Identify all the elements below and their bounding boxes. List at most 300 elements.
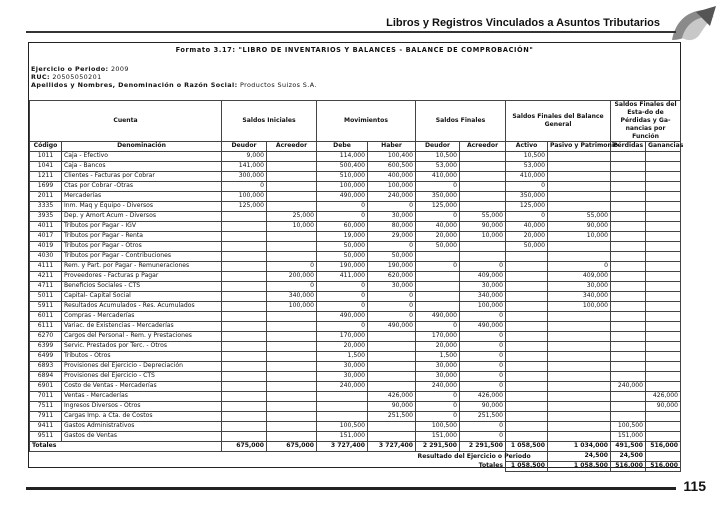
amount-cell	[416, 272, 460, 282]
amount-cell	[611, 392, 646, 402]
amount-cell: 0	[317, 282, 368, 292]
amount-cell	[611, 412, 646, 422]
amount-cell: 251,500	[460, 412, 506, 422]
table-row	[30, 262, 681, 272]
amount-cell	[317, 392, 368, 402]
amount-cell: 0	[317, 212, 368, 222]
amount-cell: 300,000	[222, 172, 267, 182]
amount-cell	[222, 402, 267, 412]
amount-cell	[611, 212, 646, 222]
amount-cell	[548, 312, 611, 322]
footer-rule	[26, 487, 676, 490]
amount-cell	[548, 162, 611, 172]
table-row	[30, 352, 681, 362]
table-row	[30, 182, 681, 192]
account-code: 1211	[30, 172, 62, 182]
account-code: 4711	[30, 282, 62, 292]
period-value: 2009	[110, 65, 129, 73]
amount-cell	[548, 192, 611, 202]
amount-cell	[548, 392, 611, 402]
amount-cell	[611, 312, 646, 322]
amount-cell: 0	[460, 372, 506, 382]
amount-cell	[222, 232, 267, 242]
amount-cell	[611, 152, 646, 162]
amount-cell: 240,000	[317, 382, 368, 392]
amount-cell	[548, 382, 611, 392]
account-name: Beneficios Sociales - CTS	[62, 282, 222, 292]
amount-cell: 151,000	[416, 432, 460, 442]
amount-cell: 190,000	[317, 262, 368, 272]
amount-cell	[267, 242, 317, 252]
amount-cell	[506, 362, 548, 372]
amount-cell: 0	[368, 202, 416, 212]
table-row	[30, 412, 681, 422]
amount-cell: 0	[222, 182, 267, 192]
table-row	[30, 372, 681, 382]
amount-cell	[548, 242, 611, 252]
spacer	[30, 452, 416, 462]
total-value: 675,000	[222, 442, 267, 452]
amount-cell	[267, 172, 317, 182]
amount-cell	[646, 412, 681, 422]
amount-cell	[611, 292, 646, 302]
amount-cell: 0	[368, 292, 416, 302]
amount-cell	[548, 202, 611, 212]
amount-cell: 0	[506, 182, 548, 192]
table-row	[30, 272, 681, 282]
amount-cell: 9,000	[222, 152, 267, 162]
account-name: Tributos por Pagar - IGV	[62, 222, 222, 232]
amount-cell	[222, 242, 267, 252]
amount-cell: 0	[548, 262, 611, 272]
account-name: Tributos - Otros	[62, 352, 222, 362]
group-header-movimientos: Movimientos	[317, 101, 416, 142]
table-row	[30, 362, 681, 372]
column-header: Debe	[317, 142, 368, 152]
balance-table	[29, 100, 684, 472]
amount-cell	[267, 182, 317, 192]
amount-cell: 60,000	[317, 222, 368, 232]
amount-cell: 251,500	[368, 412, 416, 422]
amount-cell	[506, 402, 548, 412]
amount-cell: 0	[460, 432, 506, 442]
amount-cell	[611, 272, 646, 282]
account-code: 6894	[30, 372, 62, 382]
column-header: Deudor	[222, 142, 267, 152]
account-code: 2011	[30, 192, 62, 202]
account-name: Servic. Prestados por Terc. - Otros	[62, 342, 222, 352]
amount-cell	[611, 252, 646, 262]
account-name: Dep. y Amort Acum - Diversos	[62, 212, 222, 222]
amount-cell	[222, 302, 267, 312]
account-name: Tributos por Pagar - Renta	[62, 232, 222, 242]
group-header-saldos-iniciales: Saldos Iniciales	[222, 101, 317, 142]
account-name: Gastos de Ventas	[62, 432, 222, 442]
amount-cell	[611, 282, 646, 292]
total-value: 3 727,400	[368, 442, 416, 452]
amount-cell	[267, 312, 317, 322]
amount-cell: 0	[416, 182, 460, 192]
account-code: 6270	[30, 332, 62, 342]
amount-cell: 50,000	[416, 242, 460, 252]
final-totals-row-value: 1 058,500	[506, 462, 548, 472]
amount-cell: 240,000	[368, 192, 416, 202]
amount-cell	[267, 322, 317, 332]
amount-cell	[267, 162, 317, 172]
amount-cell: 10,000	[460, 232, 506, 242]
amount-cell	[267, 432, 317, 442]
column-header-row	[30, 142, 681, 152]
amount-cell	[646, 372, 681, 382]
account-code: 9411	[30, 422, 62, 432]
account-code: 7911	[30, 412, 62, 422]
amount-cell	[646, 212, 681, 222]
amount-cell	[460, 202, 506, 212]
amount-cell	[506, 422, 548, 432]
table-row	[30, 232, 681, 242]
amount-cell: 411,000	[317, 272, 368, 282]
amount-cell	[460, 252, 506, 262]
account-code: 7511	[30, 402, 62, 412]
amount-cell: 53,000	[416, 162, 460, 172]
account-code: 6499	[30, 352, 62, 362]
amount-cell: 50,000	[317, 242, 368, 252]
account-code: 4030	[30, 252, 62, 262]
amount-cell: 0	[416, 212, 460, 222]
amount-cell	[460, 182, 506, 192]
amount-cell	[646, 242, 681, 252]
amount-cell	[646, 302, 681, 312]
column-header: Denominación	[62, 142, 222, 152]
company-value: Productos Suizos S.A.	[239, 81, 317, 89]
resultado-row-value: 24,500	[611, 452, 646, 462]
amount-cell: 0	[368, 312, 416, 322]
account-name: Cargos del Personal - Rem. y Prestaciones	[62, 332, 222, 342]
amount-cell: 170,000	[416, 332, 460, 342]
account-code: 4011	[30, 222, 62, 232]
amount-cell: 50,000	[368, 252, 416, 262]
column-header: Haber	[368, 142, 416, 152]
total-value: 2 291,500	[416, 442, 460, 452]
amount-cell: 490,000	[317, 312, 368, 322]
table-row	[30, 432, 681, 442]
amount-cell: 0	[317, 292, 368, 302]
total-value: 516,000	[646, 442, 681, 452]
amount-cell	[222, 412, 267, 422]
amount-cell	[267, 412, 317, 422]
document-header-title: Libros y Registros Vinculados a Asuntos Tributarios	[386, 17, 660, 29]
amount-cell	[548, 402, 611, 412]
final-totals-row	[30, 462, 681, 472]
amount-cell	[506, 272, 548, 282]
amount-cell	[646, 432, 681, 442]
amount-cell	[416, 252, 460, 262]
amount-cell: 400,000	[368, 172, 416, 182]
page-number: 115	[683, 478, 706, 494]
amount-cell: 20,000	[506, 232, 548, 242]
account-name: Variac. de Existencias - Mercaderías	[62, 322, 222, 332]
amount-cell: 0	[460, 342, 506, 352]
amount-cell	[368, 432, 416, 442]
amount-cell: 340,000	[267, 292, 317, 302]
amount-cell: 0	[416, 392, 460, 402]
amount-cell: 20,000	[317, 342, 368, 352]
table-row	[30, 422, 681, 432]
amount-cell	[460, 152, 506, 162]
amount-cell: 55,000	[548, 212, 611, 222]
period-line: Ejercicio o Periodo: 2009	[31, 65, 129, 73]
amount-cell: 0	[416, 262, 460, 272]
amount-cell: 100,000	[267, 302, 317, 312]
account-name: Tributos por Pagar - Contribuciones	[62, 252, 222, 262]
amount-cell	[267, 202, 317, 212]
amount-cell	[646, 202, 681, 212]
amount-cell	[506, 412, 548, 422]
table-row	[30, 312, 681, 322]
totals-label: Totales	[30, 442, 222, 452]
amount-cell	[611, 192, 646, 202]
amount-cell: 0	[506, 212, 548, 222]
amount-cell: 0	[317, 302, 368, 312]
amount-cell	[267, 422, 317, 432]
account-name: Tributos por Pagar - Otros	[62, 242, 222, 252]
amount-cell	[506, 432, 548, 442]
amount-cell	[368, 382, 416, 392]
amount-cell	[506, 392, 548, 402]
amount-cell	[267, 252, 317, 262]
amount-cell: 30,000	[317, 362, 368, 372]
amount-cell	[222, 372, 267, 382]
amount-cell	[222, 342, 267, 352]
amount-cell: 90,000	[368, 402, 416, 412]
amount-cell	[646, 252, 681, 262]
amount-cell	[368, 372, 416, 382]
account-code: 6893	[30, 362, 62, 372]
amount-cell	[416, 282, 460, 292]
final-totals-row-value: 516,000	[646, 462, 681, 472]
amount-cell	[646, 262, 681, 272]
amount-cell: 340,000	[460, 292, 506, 302]
account-code: 4211	[30, 272, 62, 282]
amount-cell	[548, 372, 611, 382]
final-totals-row-label: Totales	[478, 462, 504, 470]
ruc-value: 20505050201	[52, 73, 102, 81]
amount-cell	[646, 332, 681, 342]
publisher-logo-icon	[666, 4, 720, 46]
amount-cell: 10,000	[548, 232, 611, 242]
account-name: Mercaderías	[62, 192, 222, 202]
amount-cell: 55,000	[460, 212, 506, 222]
amount-cell	[506, 352, 548, 362]
amount-cell	[611, 222, 646, 232]
spacer	[30, 462, 416, 472]
account-code: 3335	[30, 202, 62, 212]
amount-cell	[646, 342, 681, 352]
amount-cell: 0	[267, 262, 317, 272]
table-row	[30, 392, 681, 402]
table-row	[30, 252, 681, 262]
amount-cell	[611, 302, 646, 312]
amount-cell	[222, 322, 267, 332]
amount-cell: 0	[416, 412, 460, 422]
amount-cell: 19,000	[317, 232, 368, 242]
account-code: 6399	[30, 342, 62, 352]
amount-cell: 0	[416, 322, 460, 332]
amount-cell: 240,000	[416, 382, 460, 392]
amount-cell	[222, 382, 267, 392]
table-row	[30, 282, 681, 292]
amount-cell: 0	[460, 362, 506, 372]
amount-cell	[611, 342, 646, 352]
amount-cell	[548, 252, 611, 262]
amount-cell	[267, 382, 317, 392]
account-code: 7011	[30, 392, 62, 402]
amount-cell	[611, 172, 646, 182]
amount-cell	[317, 412, 368, 422]
table-row	[30, 342, 681, 352]
column-header: Acreedor	[460, 142, 506, 152]
amount-cell	[646, 362, 681, 372]
amount-cell	[267, 342, 317, 352]
amount-cell: 0	[317, 202, 368, 212]
amount-cell	[506, 282, 548, 292]
amount-cell: 100,500	[317, 422, 368, 432]
amount-cell	[368, 362, 416, 372]
amount-cell	[222, 272, 267, 282]
account-name: Capital- Capital Social	[62, 292, 222, 302]
amount-cell	[611, 332, 646, 342]
amount-cell: 0	[317, 322, 368, 332]
amount-cell: 0	[267, 282, 317, 292]
amount-cell: 10,000	[267, 222, 317, 232]
account-code: 1011	[30, 152, 62, 162]
amount-cell: 10,500	[506, 152, 548, 162]
amount-cell: 409,000	[548, 272, 611, 282]
account-name: Rem. y Part. por Pagar - Remuneraciones	[62, 262, 222, 272]
amount-cell	[548, 172, 611, 182]
amount-cell: 30,000	[368, 282, 416, 292]
amount-cell	[460, 192, 506, 202]
table-row	[30, 322, 681, 332]
amount-cell: 25,000	[267, 212, 317, 222]
amount-cell	[646, 172, 681, 182]
amount-cell	[611, 162, 646, 172]
account-code: 6901	[30, 382, 62, 392]
amount-cell	[506, 302, 548, 312]
amount-cell: 350,000	[416, 192, 460, 202]
resultado-row	[30, 452, 681, 462]
amount-cell: 29,000	[368, 232, 416, 242]
amount-cell: 0	[460, 332, 506, 342]
amount-cell: 30,000	[317, 372, 368, 382]
amount-cell: 90,000	[646, 402, 681, 412]
amount-cell	[460, 162, 506, 172]
amount-cell	[506, 372, 548, 382]
amount-cell	[368, 422, 416, 432]
total-value: 1 058,500	[506, 442, 548, 452]
amount-cell: 40,000	[506, 222, 548, 232]
account-code: 4019	[30, 242, 62, 252]
amount-cell	[611, 402, 646, 412]
amount-cell: 125,000	[416, 202, 460, 212]
amount-cell	[646, 152, 681, 162]
amount-cell	[548, 352, 611, 362]
account-name: Clientes - Facturas por Cobrar	[62, 172, 222, 182]
amount-cell	[646, 222, 681, 232]
account-code: 6111	[30, 322, 62, 332]
resultado-row-value: 24,500	[548, 452, 611, 462]
amount-cell: 50,000	[317, 252, 368, 262]
amount-cell: 100,000	[317, 182, 368, 192]
amount-cell: 30,000	[548, 282, 611, 292]
table-row	[30, 242, 681, 252]
amount-cell: 30,000	[416, 362, 460, 372]
amount-cell: 10,500	[416, 152, 460, 162]
amount-cell	[222, 262, 267, 272]
amount-cell: 20,000	[416, 232, 460, 242]
total-value: 675,000	[267, 442, 317, 452]
account-code: 1699	[30, 182, 62, 192]
resultado-row-label: Resultado del Ejercicio o Periodo	[417, 452, 531, 460]
amount-cell	[267, 232, 317, 242]
amount-cell	[646, 382, 681, 392]
amount-cell	[222, 222, 267, 232]
amount-cell	[506, 292, 548, 302]
amount-cell: 0	[368, 302, 416, 312]
account-name: Ingresos Diversos - Otros	[62, 402, 222, 412]
amount-cell: 620,000	[368, 272, 416, 282]
table-row	[30, 292, 681, 302]
amount-cell: 490,000	[368, 322, 416, 332]
account-name: Provisiones del Ejercicio - Depreciación	[62, 362, 222, 372]
account-code: 5011	[30, 292, 62, 302]
table-row	[30, 202, 681, 212]
amount-cell: 490,000	[317, 192, 368, 202]
amount-cell	[222, 352, 267, 362]
amount-cell: 0	[460, 422, 506, 432]
table-row	[30, 222, 681, 232]
amount-cell: 90,000	[548, 222, 611, 232]
amount-cell	[267, 352, 317, 362]
amount-cell	[646, 282, 681, 292]
amount-cell	[611, 322, 646, 332]
amount-cell: 30,000	[368, 212, 416, 222]
amount-cell	[267, 332, 317, 342]
amount-cell: 200,000	[267, 272, 317, 282]
amount-cell	[548, 152, 611, 162]
amount-cell: 510,000	[317, 172, 368, 182]
amount-cell: 100,500	[416, 422, 460, 432]
column-header: Deudor	[416, 142, 460, 152]
account-name: Ventas - Mercaderías	[62, 392, 222, 402]
amount-cell	[506, 312, 548, 322]
table-row	[30, 212, 681, 222]
table-row	[30, 172, 681, 182]
amount-cell	[506, 262, 548, 272]
amount-cell: 426,000	[368, 392, 416, 402]
total-value: 2 291,500	[460, 442, 506, 452]
column-header: Ganancias	[646, 142, 681, 152]
amount-cell	[222, 422, 267, 432]
amount-cell	[548, 412, 611, 422]
group-header-saldos-finales: Saldos Finales	[416, 101, 506, 142]
amount-cell: 114,000	[317, 152, 368, 162]
group-header-balance: Saldos Finales del Balance General	[506, 101, 611, 142]
amount-cell	[646, 232, 681, 242]
amount-cell: 409,000	[460, 272, 506, 282]
amount-cell	[416, 292, 460, 302]
amount-cell: 151,000	[611, 432, 646, 442]
